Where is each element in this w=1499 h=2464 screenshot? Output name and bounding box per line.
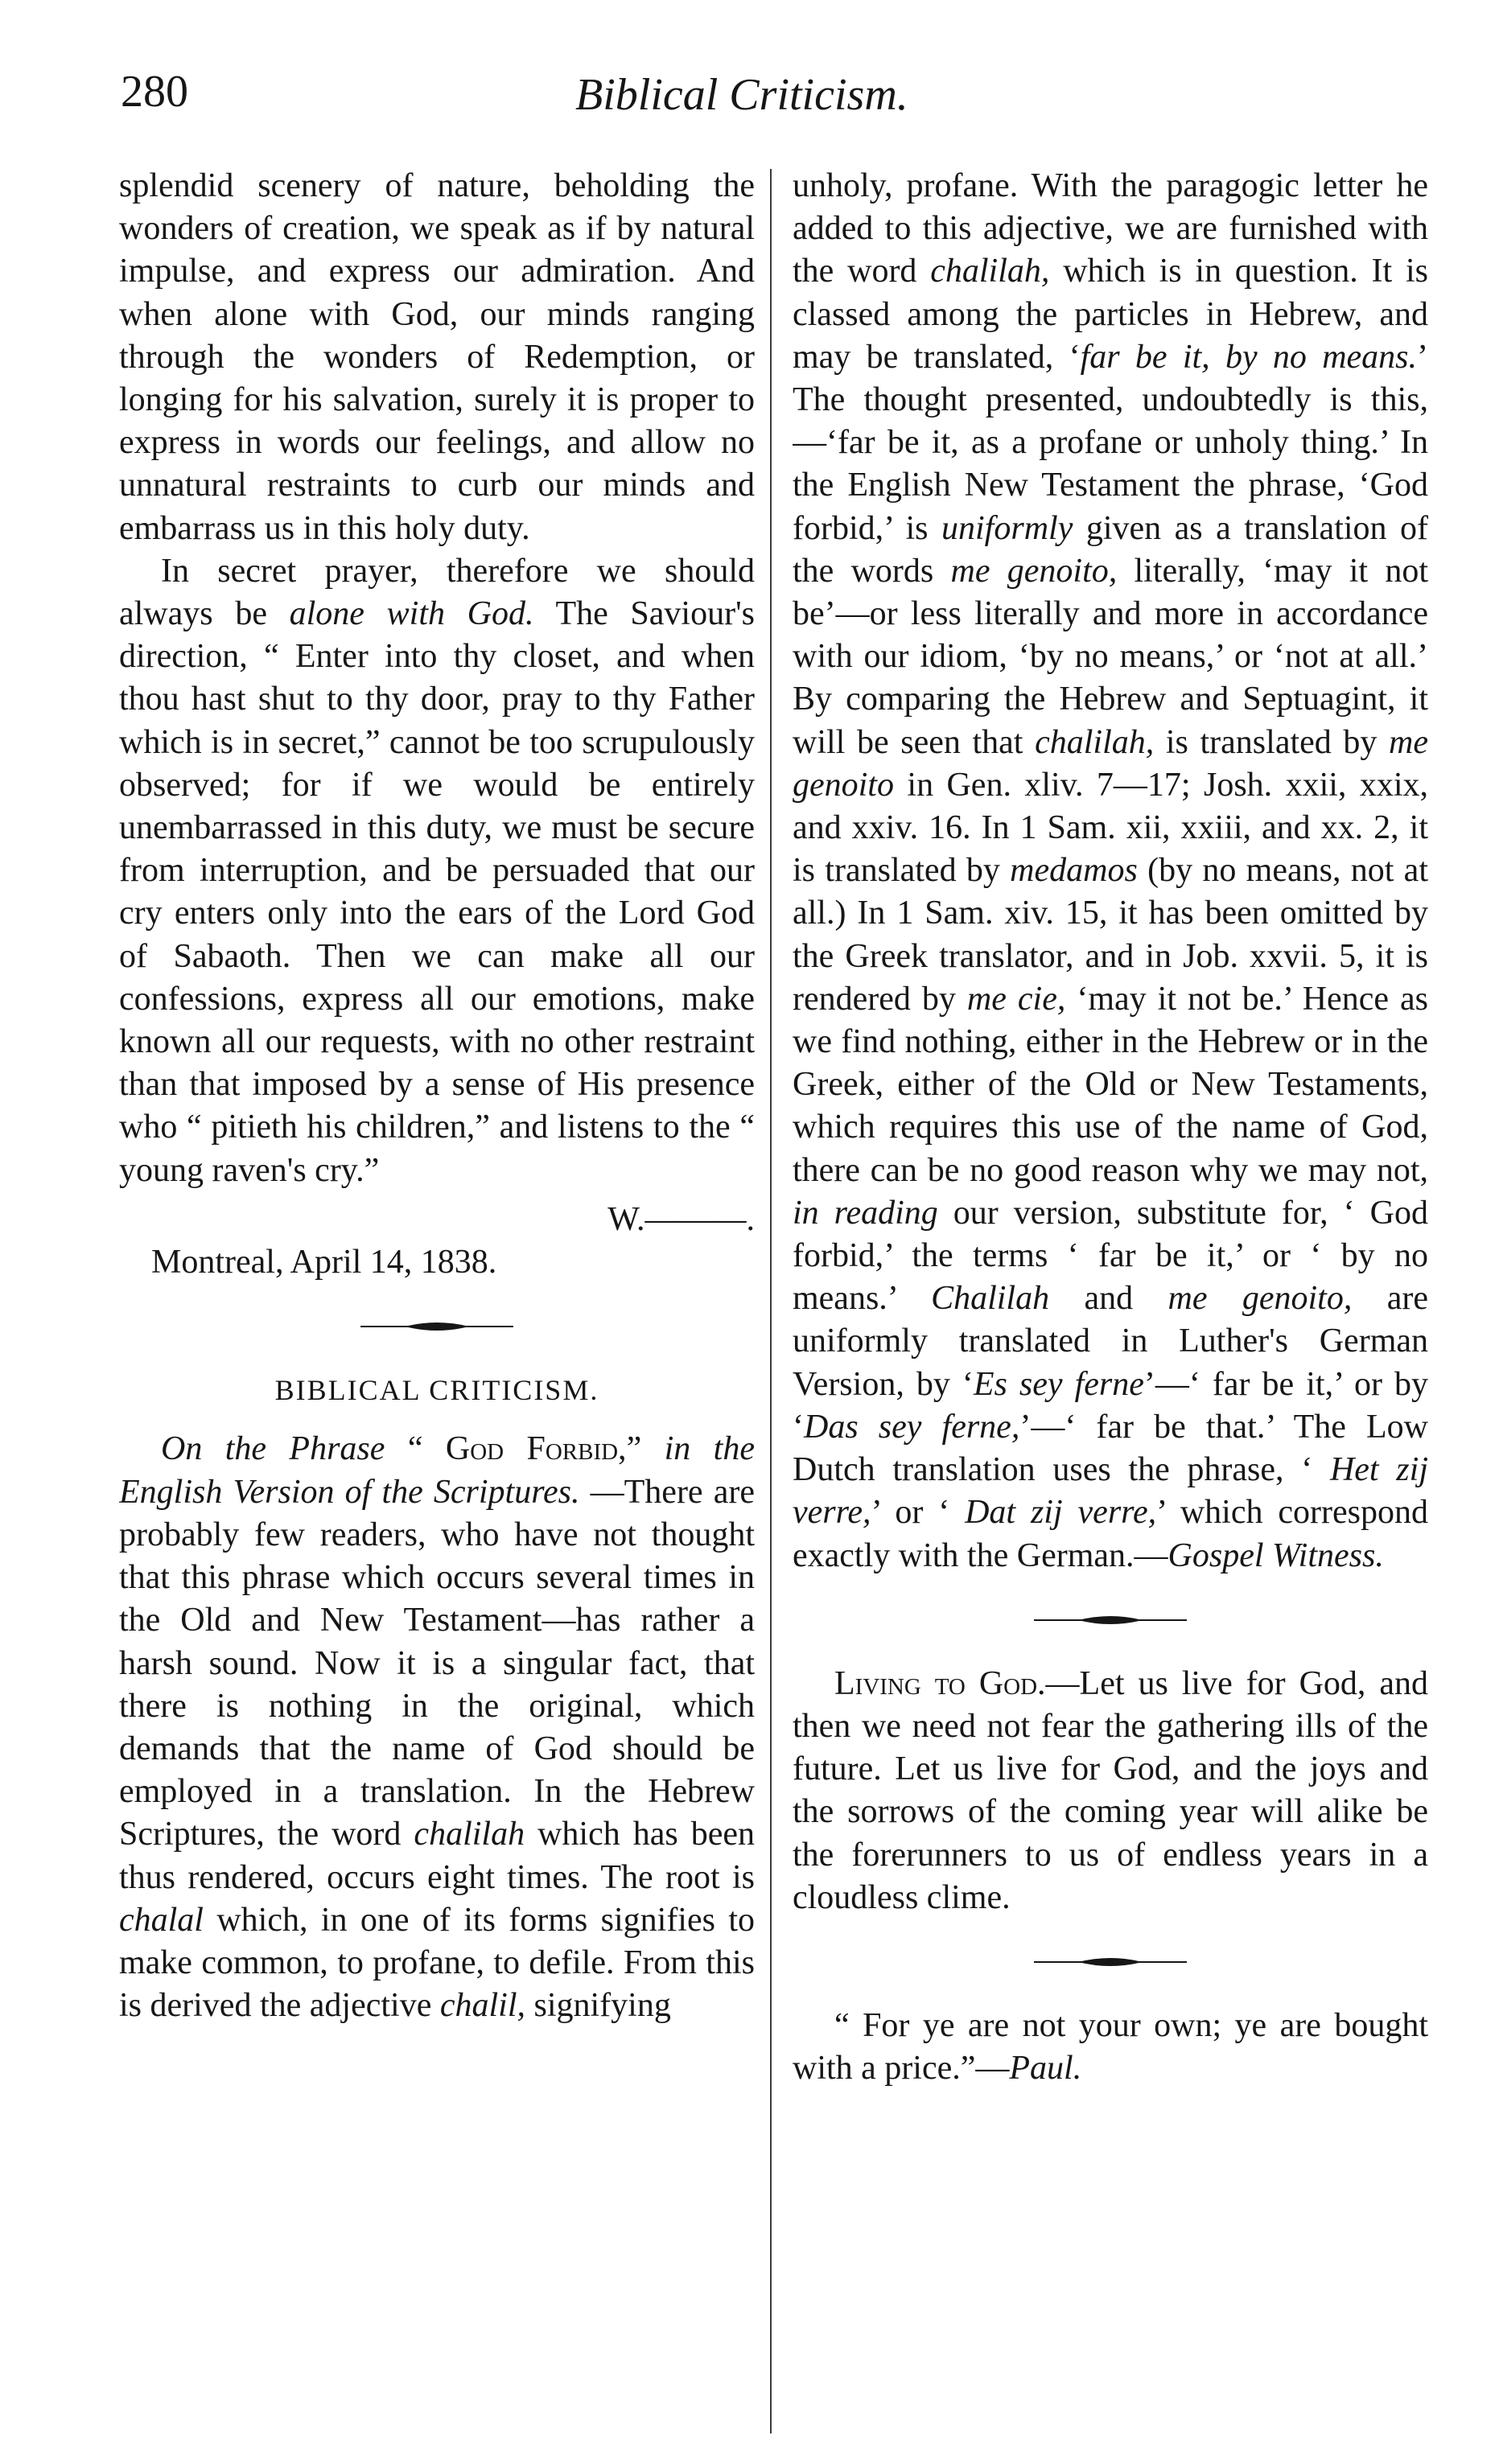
- italic-run: Chalilah: [931, 1280, 1050, 1318]
- italic-run: in the English Version of the Scriptures.: [119, 1430, 755, 1511]
- italic-run: Paul.: [1009, 2050, 1082, 2088]
- left-column: [119, 165, 755, 2433]
- smallcaps-run: Living to God.: [834, 1664, 1046, 1702]
- italic-run: medamos: [1010, 852, 1138, 890]
- ornament-rule: [119, 1284, 755, 1369]
- text-run: ’ which correspond exactly with the German.—: [793, 1494, 1428, 1574]
- scripture-quote: [793, 2005, 1428, 2090]
- ornament-rule: [793, 1919, 1428, 2005]
- italic-run: Dat zij verre,: [965, 1494, 1157, 1532]
- text-run: are uniformly translated in Luther's German Version, by ‘: [793, 1280, 1428, 1403]
- ornament-rule: [793, 1578, 1428, 1663]
- italic-run: chalal: [119, 1901, 204, 1939]
- text-run: ’—‘ far be that.’ The Low Dutch translation uses the phrase, ‘: [793, 1408, 1428, 1489]
- italic-run: far be it, by no means.: [1080, 338, 1418, 376]
- signature: W.———.: [607, 1200, 755, 1238]
- text-run: which has been thus rendered, occurs eight times. The root is: [119, 1816, 755, 1896]
- column-divider: [770, 169, 772, 2433]
- section-heading: BIBLICAL CRITICISM.: [274, 1374, 599, 1407]
- text-run: ‘may it not be.’ Hence as we find nothing, either in the Hebrew or in the Greek, either of the Old or New Testaments, which requires this use of the name of God, there can be no good reason why we may not,: [793, 980, 1428, 1189]
- italic-run: uniformly: [941, 509, 1073, 547]
- italic-run: me genoito: [793, 723, 1428, 804]
- text-run: in Gen. xliv. 7—17; Josh. xxii, xxix, and xxiv. 16. In 1 Sam. xii, xxiii, and xx. 2, it is translated by: [793, 766, 1428, 890]
- italic-run: Es sey ferne: [973, 1365, 1144, 1403]
- text-run: ’ The thought presented, undoubtedly is this,—‘far be it, as a profane or unholy thing.’ In the English New Testament the phrase, ‘God forbid,’ is: [793, 338, 1428, 547]
- text-run: “: [385, 1430, 446, 1468]
- italic-run: me cie,: [966, 980, 1066, 1018]
- italic-run: me genoito,: [1167, 1280, 1353, 1318]
- text-run: unholy, profane. With the paragogic letter he added to this adjective, we are furnished with the word: [793, 167, 1428, 290]
- smallcaps-run: God Forbid,: [445, 1430, 627, 1468]
- ornament-icon: [360, 1317, 513, 1336]
- text-run: (by no means, not at all.) In 1 Sam. xiv. 15, it has been omitted by the Greek translator, and in Job. xxvii. 5, it is rendered by: [793, 852, 1428, 1018]
- italic-run: chalilah,: [930, 253, 1050, 290]
- right-column: [793, 165, 1428, 2433]
- italic-run: alone with God.: [289, 595, 534, 633]
- text-run: signifying: [525, 1987, 671, 2025]
- paragraph: splendid scenery of nature, beholding the wonders of creation, we speak as if by natural impulse, and express our admiration. And when alone with God, our minds ranging through the wonders of Redemption, or longing for his salvation, surely it is proper to express in words our feelings, and allow no unnatural restraints to curb our minds and embarrass us in this holy duty.: [119, 167, 755, 547]
- italic-run: chalilah: [414, 1816, 525, 1853]
- ornament-icon: [1034, 1952, 1187, 1972]
- text-run: and: [1049, 1280, 1168, 1318]
- page-number: 280: [121, 67, 188, 117]
- text-run: is translated by: [1154, 723, 1390, 761]
- paragraph: [793, 1663, 1428, 1919]
- paragraph: [119, 1428, 755, 2027]
- italic-run: On the Phrase: [161, 1430, 385, 1468]
- text-run: —There are probably few readers, who have not thought that this phrase which occurs several times in the Old and New Testament—has rather a harsh sound. Now it is a singular fact, that there is nothing in the original, which demands that the name of God should be employed in a translation. In the Hebrew Scriptures, the word: [119, 1473, 755, 1853]
- italic-run: Gospel Witness.: [1167, 1536, 1384, 1574]
- text-run: ’ or ‘: [871, 1494, 966, 1532]
- running-head: Biblical Criticism.: [575, 70, 908, 120]
- italic-run: chalilah,: [1035, 723, 1155, 761]
- text-run: “ For ye are not your own; ye are bought with a price.”—: [793, 2006, 1428, 2088]
- text-run: ’—‘ far be it,’ or by ‘: [793, 1365, 1428, 1446]
- italic-run: Das sey ferne,: [804, 1408, 1020, 1446]
- dateline: Montreal, April 14, 1838.: [151, 1244, 497, 1281]
- italic-run: chalil,: [439, 1987, 525, 2025]
- italic-run: in reading: [793, 1194, 938, 1232]
- text-run: given as a translation of the words: [793, 509, 1428, 590]
- text-run: which is in question. It is classed among the particles in Hebrew, and may be translated, ‘: [793, 253, 1428, 376]
- paragraph: [119, 550, 755, 1192]
- text-run: literally, ‘may it not be’—or less literally and more in accordance with our idiom, ‘by no means,’ or ‘not at all.’ By comparing the Hebrew and Septuagint, it will be seen that: [793, 552, 1428, 761]
- paragraph: [793, 165, 1428, 1578]
- text-run: which, in one of its forms signifies to make common, to profane, to defile. From this is derived the adjective: [119, 1901, 755, 2025]
- text-run: —Let us live for God, and then we need not fear the gathering ills of the future. Let us live for God, and the joys and the sorrows of the coming year will alike be the forerunners to us of endless years in a cloudless clime.: [793, 1664, 1428, 1916]
- text-run: In secret prayer, therefore we should always be: [119, 552, 755, 633]
- text-run: ”: [626, 1430, 665, 1468]
- text-run: our version, substitute for, ‘ God forbid,’ the terms ‘ far be it,’ or ‘ by no means.’: [793, 1194, 1428, 1318]
- italic-run: Het zij verre,: [793, 1451, 1428, 1532]
- ornament-icon: [1034, 1610, 1187, 1630]
- italic-run: me genoito,: [950, 552, 1118, 590]
- text-run: The Saviour's direction, “ Enter into thy closet, and when thou hast shut to thy door, pray to thy Father which is in secret,” cannot be too scrupulously observed; for if we would be entirely unembarrassed in this duty, we must be secure from interruption, and be persuaded that our cry enters only into the ears of the Lord God of Sabaoth. Then we can make all our confessions, express all our emotions, make known all our requests, with no other restraint than that imposed by a sense of His presence who “ pitieth his children,” and listens to the “ young raven's cry.”: [119, 595, 755, 1189]
